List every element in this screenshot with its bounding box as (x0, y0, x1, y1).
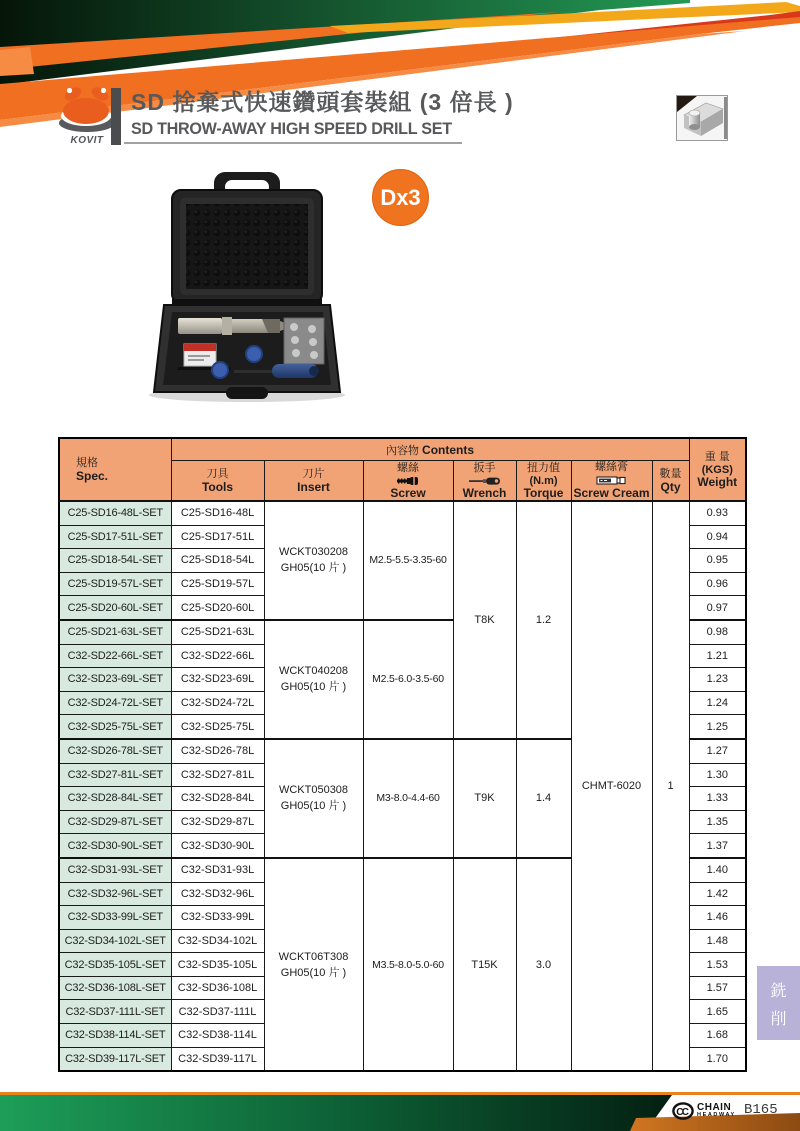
insert-cell: WCKT050308 GH05(10 片 ) (264, 739, 363, 858)
spec-cell: C25-SD18-54L-SET (59, 549, 171, 573)
svg-text:C: C (676, 1107, 684, 1118)
weight-cell: 1.35 (689, 810, 746, 834)
tool-cell: C25-SD20-60L (171, 596, 264, 620)
weight-cell: 0.96 (689, 572, 746, 596)
tool-cell: C25-SD16-48L (171, 501, 264, 525)
side-tab-char: 銑 (770, 982, 787, 1000)
insert-cell: WCKT040208 GH05(10 片 ) (264, 620, 363, 739)
spec-cell: C32-SD31-93L-SET (59, 858, 171, 882)
spec-cell: C32-SD37-111L-SET (59, 1000, 171, 1024)
spec-cell: C32-SD34-102L-SET (59, 929, 171, 953)
torque-cell: 3.0 (516, 858, 571, 1071)
chain-headway-emblem-icon (672, 1102, 694, 1120)
product-photo-drill-case (142, 168, 352, 404)
screw-cream-cell: CHMT-6020 (571, 501, 652, 1071)
spec-cell: C32-SD28-84L-SET (59, 787, 171, 811)
weight-cell: 1.65 (689, 1000, 746, 1024)
page-number: B165 (744, 1102, 778, 1118)
title-accent-bar (111, 88, 121, 145)
tool-cell: C32-SD31-93L (171, 858, 264, 882)
wrench-cell: T8K (453, 501, 516, 739)
spec-cell: C32-SD22-66L-SET (59, 644, 171, 668)
spec-cell: C25-SD19-57L-SET (59, 572, 171, 596)
drill-tool (178, 318, 222, 334)
tool-cell: C32-SD24-72L (171, 691, 264, 715)
spec-cell: C32-SD32-96L-SET (59, 882, 171, 906)
spec-cell: C25-SD20-60L-SET (59, 596, 171, 620)
spec-cell: C32-SD23-69L-SET (59, 668, 171, 692)
col-header-insert: 刀片 Insert (264, 461, 363, 502)
footer-brand-logo (672, 1102, 736, 1120)
weight-cell: 1.30 (689, 763, 746, 787)
tool-cell: C25-SD19-57L (171, 572, 264, 596)
weight-cell: 1.33 (689, 787, 746, 811)
side-tab-char: 削 (770, 1010, 787, 1028)
brand-logo-text: KOVIT (70, 135, 104, 146)
spec-cell: C32-SD36-108L-SET (59, 976, 171, 1000)
weight-cell: 1.23 (689, 668, 746, 692)
weight-cell: 1.70 (689, 1047, 746, 1071)
insert-cell: WCKT030208 GH05(10 片 ) (264, 501, 363, 620)
weight-cell: 0.93 (689, 501, 746, 525)
insert-cell: WCKT06T308 GH05(10 片 ) (264, 858, 363, 1071)
weight-cell: 1.27 (689, 739, 746, 763)
tool-cell: C32-SD33-99L (171, 906, 264, 930)
spec-cell: C32-SD33-99L-SET (59, 906, 171, 930)
footer-brand-line1: CHAIN (697, 1102, 732, 1114)
spec-cell: C32-SD30-90L-SET (59, 834, 171, 858)
tool-cell: C32-SD32-96L (171, 882, 264, 906)
page-title-zh: SD 捨棄式快速鑽頭套裝組 (3 倍長 ) (131, 89, 514, 115)
col-header-screw: 螺絲 Screw (363, 461, 453, 502)
insert-tray (284, 318, 324, 364)
tool-cell: C32-SD35-105L (171, 953, 264, 977)
tool-cell: C32-SD38-114L (171, 1024, 264, 1048)
spec-cell: C32-SD24-72L-SET (59, 691, 171, 715)
weight-cell: 0.95 (689, 549, 746, 573)
spec-cell: C25-SD21-63L-SET (59, 620, 171, 644)
table-row (59, 501, 746, 525)
col-header-screw-cream: 螺絲膏 Screw Cream (571, 461, 652, 502)
weight-cell: 1.46 (689, 906, 746, 930)
title-underline (124, 142, 462, 144)
weight-cell: 1.37 (689, 834, 746, 858)
spec-cell: C25-SD17-51L-SET (59, 525, 171, 549)
screwdriver (234, 370, 274, 373)
weight-cell: 1.42 (689, 882, 746, 906)
screw-icon (397, 476, 419, 486)
col-header-qty: 數量 Qty (652, 461, 689, 502)
tool-cell: C32-SD36-108L (171, 976, 264, 1000)
spec-cell: C32-SD27-81L-SET (59, 763, 171, 787)
col-header-spec: 規格 Spec. (59, 438, 171, 501)
screw-cream-tube-icon (596, 475, 628, 486)
spec-cell: C32-SD35-105L-SET (59, 953, 171, 977)
weight-cell: 1.21 (689, 644, 746, 668)
tool-cell: C32-SD27-81L (171, 763, 264, 787)
spec-table (58, 437, 747, 1072)
screw-cell: M2.5-5.5-3.35-60 (363, 501, 453, 620)
wrench-cell: T15K (453, 858, 516, 1071)
col-header-torque: 扭力值 (N.m) Torque (516, 461, 571, 502)
tool-cell: C32-SD37-111L (171, 1000, 264, 1024)
weight-cell: 1.25 (689, 715, 746, 739)
milling-category-icon (676, 95, 728, 141)
screw-cell: M3-8.0-4.4-60 (363, 739, 453, 858)
weight-cell: 1.57 (689, 976, 746, 1000)
wrench-icon (469, 476, 501, 486)
category-side-tab-milling (757, 966, 800, 1040)
weight-cell: 1.40 (689, 858, 746, 882)
spec-cell: C32-SD29-87L-SET (59, 810, 171, 834)
col-header-weight: 重 量 (KGS) Weight (689, 438, 746, 501)
weight-cell: 0.94 (689, 525, 746, 549)
tool-cell: C32-SD28-84L (171, 787, 264, 811)
tool-cell: C32-SD34-102L (171, 929, 264, 953)
tool-cell: C32-SD39-117L (171, 1047, 264, 1071)
weight-cell: 1.24 (689, 691, 746, 715)
screw-cell: M2.5-6.0-3.5-60 (363, 620, 453, 739)
spec-cell: C25-SD16-48L-SET (59, 501, 171, 525)
col-header-wrench: 扳手 Wrench (453, 461, 516, 502)
svg-text:C: C (681, 1107, 690, 1118)
torque-cell: 1.4 (516, 739, 571, 858)
col-header-contents: 內容物 Contents (171, 438, 689, 461)
tool-cell: C32-SD23-69L (171, 668, 264, 692)
weight-cell: 1.48 (689, 929, 746, 953)
qty-cell: 1 (652, 501, 689, 1071)
spec-cell: C32-SD39-117L-SET (59, 1047, 171, 1071)
page-title-en: SD THROW-AWAY HIGH SPEED DRILL SET (131, 119, 452, 138)
weight-cell: 0.98 (689, 620, 746, 644)
screw-cell: M3.5-8.0-5.0-60 (363, 858, 453, 1071)
weight-cell: 1.68 (689, 1024, 746, 1048)
tool-cell: C32-SD22-66L (171, 644, 264, 668)
footer-brand-line2: HEADWAY (697, 1112, 736, 1119)
torque-cell: 1.2 (516, 501, 571, 739)
spec-cell: C32-SD38-114L-SET (59, 1024, 171, 1048)
tool-cell: C32-SD29-87L (171, 810, 264, 834)
col-header-tools: 刀具 Tools (171, 461, 264, 502)
tool-cell: C25-SD21-63L (171, 620, 264, 644)
dx3-badge: Dx3 (372, 169, 429, 226)
wrench-cell: T9K (453, 739, 516, 858)
spec-cell: C32-SD25-75L-SET (59, 715, 171, 739)
case-foam (186, 204, 308, 289)
tool-cell: C32-SD26-78L (171, 739, 264, 763)
weight-cell: 0.97 (689, 596, 746, 620)
tool-cell: C25-SD17-51L (171, 525, 264, 549)
tool-cell: C32-SD30-90L (171, 834, 264, 858)
weight-cell: 1.53 (689, 953, 746, 977)
spec-cell: C32-SD26-78L-SET (59, 739, 171, 763)
spec-table-body (59, 501, 746, 1071)
tool-cell: C32-SD25-75L (171, 715, 264, 739)
tool-cell: C25-SD18-54L (171, 549, 264, 573)
